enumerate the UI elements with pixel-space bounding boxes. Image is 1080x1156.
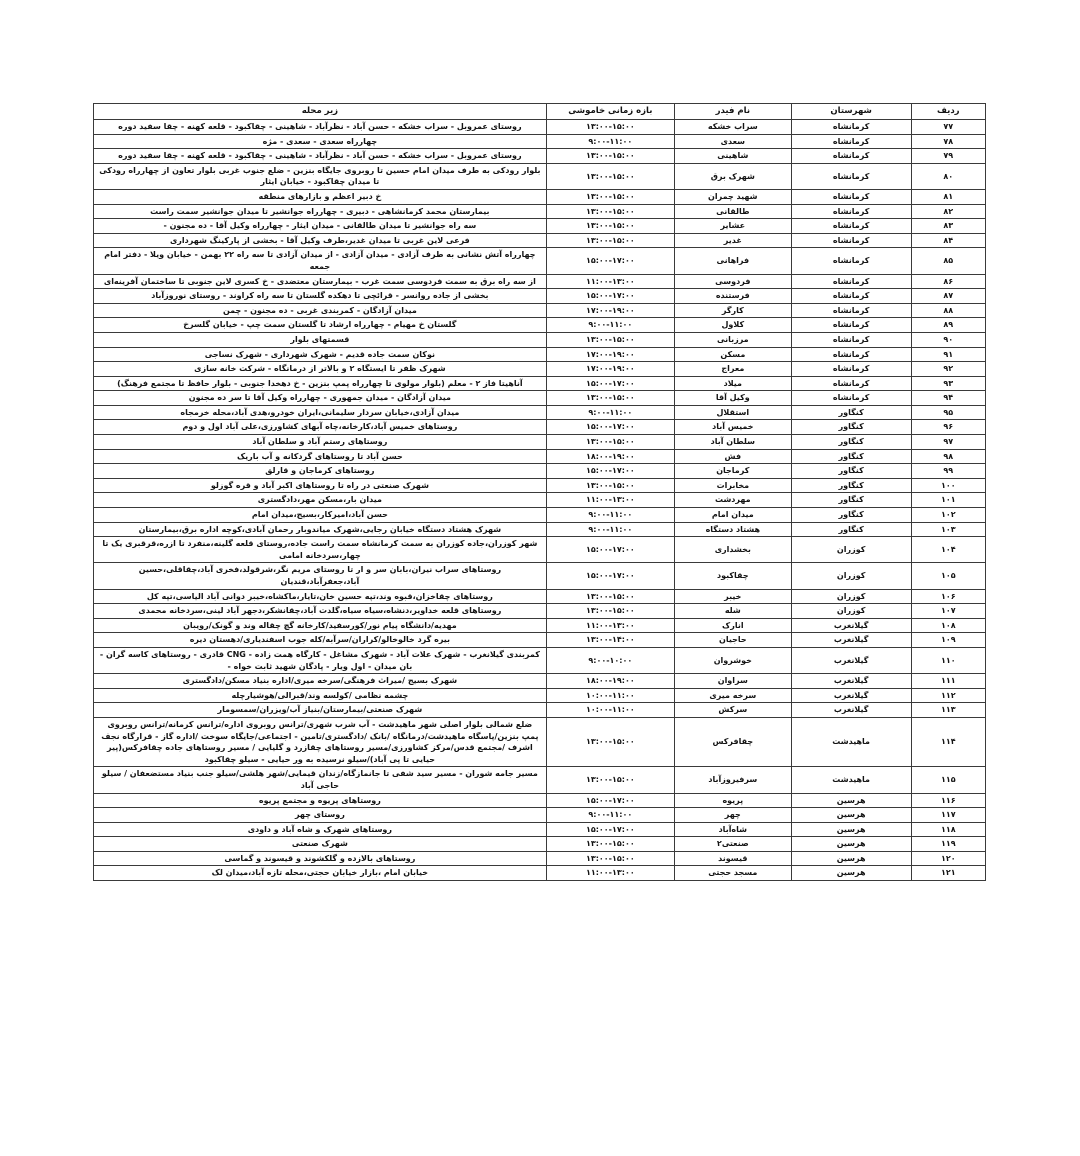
cell-feeder: شهید چمران (674, 189, 791, 204)
cell-row-number: ۷۹ (911, 149, 985, 164)
table-row (94, 435, 986, 450)
cell-sub-area: روستاهای قلعه خداویر،دنشاه،سیاه سیاه،گلدت آباد،چقانشکر،دجهر آباد لینی،سردخانه محمدی (94, 604, 547, 619)
cell-sub-area: حسن آباد،امیرکار،بسیج،میدان امام (94, 508, 547, 523)
table-row (94, 233, 986, 248)
cell-time-range: ۱۳:۰۰-۱۵:۰۰ (546, 604, 674, 619)
cell-county: کرمانشاه (791, 219, 911, 234)
cell-time-range: ۹:۰۰-۱۱:۰۰ (546, 508, 674, 523)
cell-sub-area: مهدیه/دانشگاه پیام نور/کورسفید/کارخانه گچ چقاله وند و گونک/رویبان (94, 618, 547, 633)
cell-row-number: ۸۹ (911, 318, 985, 333)
cell-time-range: ۹:۰۰-۱۱:۰۰ (546, 405, 674, 420)
cell-sub-area: روستاهای خمیس آباد،کارخانه،چاه آبهای کشاورزی،علی آباد اول و دوم (94, 420, 547, 435)
table-row (94, 563, 986, 589)
table-row (94, 248, 986, 274)
cell-sub-area: میدان آزادگان - میدان جمهوری - چهارراه وکیل آقا تا سر ده مجنون (94, 391, 547, 406)
cell-row-number: ۱۰۶ (911, 589, 985, 604)
cell-sub-area: روستاهای چقاخزان،قبوه وند،تپه حسین خان،تایار،ماکشاه،خیبر دوانی آباد الیاسی،تپه کل (94, 589, 547, 604)
cell-feeder: طالقانی (674, 204, 791, 219)
cell-feeder: چقاکبود (674, 563, 791, 589)
table-row (94, 449, 986, 464)
cell-feeder: میلاد (674, 376, 791, 391)
table-row (94, 493, 986, 508)
cell-county: کرمانشاه (791, 289, 911, 304)
cell-row-number: ۹۱ (911, 347, 985, 362)
cell-row-number: ۱۱۲ (911, 688, 985, 703)
cell-row-number: ۱۱۱ (911, 674, 985, 689)
cell-row-number: ۹۶ (911, 420, 985, 435)
cell-time-range: ۱۳:۰۰-۱۵:۰۰ (546, 391, 674, 406)
cell-county: کرمانشاه (791, 391, 911, 406)
table-row (94, 303, 986, 318)
cell-time-range: ۹:۰۰-۱۱:۰۰ (546, 522, 674, 537)
cell-county: کرمانشاه (791, 189, 911, 204)
table-row (94, 837, 986, 852)
table-row (94, 376, 986, 391)
cell-row-number: ۹۸ (911, 449, 985, 464)
cell-feeder: شاهینی (674, 149, 791, 164)
cell-county: کرمانشاه (791, 120, 911, 135)
cell-row-number: ۱۱۸ (911, 822, 985, 837)
cell-time-range: ۱۱:۰۰-۱۳:۰۰ (546, 493, 674, 508)
table-row (94, 633, 986, 648)
cell-feeder: معراج (674, 362, 791, 377)
cell-feeder: فرستنده (674, 289, 791, 304)
table-row (94, 822, 986, 837)
cell-time-range: ۱۳:۰۰-۱۴:۰۰ (546, 633, 674, 648)
cell-county: هرسین (791, 866, 911, 881)
table-row (94, 347, 986, 362)
cell-sub-area: شهرک صنعتی (94, 837, 547, 852)
cell-time-range: ۱۵:۰۰-۱۷:۰۰ (546, 248, 674, 274)
cell-feeder: کارگر (674, 303, 791, 318)
cell-feeder: پریوه (674, 793, 791, 808)
cell-county: کرمانشاه (791, 347, 911, 362)
cell-county: گیلانغرب (791, 688, 911, 703)
table-row (94, 717, 986, 766)
cell-sub-area: بیمارستان محمد کرمانشاهی - دبیری - چهارراه جوانشیر تا میدان جوانشیر سمت راست (94, 204, 547, 219)
cell-row-number: ۸۶ (911, 274, 985, 289)
cell-row-number: ۹۰ (911, 332, 985, 347)
table-row (94, 647, 986, 673)
cell-sub-area: آناهیتا فاز ۲ - معلم (بلوار مولوی تا چهارراه پمپ بنزین - خ دهخدا جنوبی - بلوار حافظ تا مجتمع فرهنگ) (94, 376, 547, 391)
cell-feeder: غدیر (674, 233, 791, 248)
cell-time-range: ۱۳:۰۰-۱۵:۰۰ (546, 837, 674, 852)
cell-sub-area: روستای عمروبل - سراب خشکه - حسن آباد - نظرآباد - شاهینی - چقاکبود - قلعه کهنه - چقا سفید دوره (94, 149, 547, 164)
cell-sub-area: گلستان خ مهیام - چهارراه ارشاد تا گلستان سمت چپ - خیابان گلسرخ (94, 318, 547, 333)
table-row (94, 391, 986, 406)
cell-county: کرمانشاه (791, 318, 911, 333)
cell-row-number: ۸۵ (911, 248, 985, 274)
cell-feeder: سرفیروزآباد (674, 767, 791, 793)
cell-feeder: سلطان آباد (674, 435, 791, 450)
cell-county: هرسین (791, 851, 911, 866)
cell-row-number: ۸۸ (911, 303, 985, 318)
cell-county: کرمانشاه (791, 163, 911, 189)
cell-time-range: ۱۳:۰۰-۱۵:۰۰ (546, 589, 674, 604)
cell-time-range: ۱۵:۰۰-۱۷:۰۰ (546, 376, 674, 391)
cell-sub-area: نوکان سمت جاده قدیم - شهرک شهرداری - شهرک نساجی (94, 347, 547, 362)
cell-time-range: ۱۳:۰۰-۱۵:۰۰ (546, 332, 674, 347)
cell-time-range: ۹:۰۰-۱۱:۰۰ (546, 808, 674, 823)
cell-feeder: سعدی (674, 134, 791, 149)
cell-row-number: ۸۰ (911, 163, 985, 189)
cell-feeder: سراوان (674, 674, 791, 689)
cell-row-number: ۹۳ (911, 376, 985, 391)
cell-sub-area: میدان بار،مسکن مهر،دادگستری (94, 493, 547, 508)
cell-time-range: ۱۵:۰۰-۱۷:۰۰ (546, 420, 674, 435)
cell-sub-area: خ دبیر اعظم و بازارهای منطقه (94, 189, 547, 204)
cell-row-number: ۹۲ (911, 362, 985, 377)
table-row (94, 808, 986, 823)
cell-sub-area: میدان آزادی،خیابان سردار سلیمانی،ایران خودرو،هدی آباد،محله خرمجاه (94, 405, 547, 420)
cell-row-number: ۹۵ (911, 405, 985, 420)
cell-row-number: ۱۰۲ (911, 508, 985, 523)
cell-sub-area: روستای عمروبل - سراب خشکه - حسن آباد - نظرآباد - شاهینی - چقاکبود - قلعه کهنه - چقا سفید دوره (94, 120, 547, 135)
cell-county: کرمانشاه (791, 274, 911, 289)
table-row (94, 120, 986, 135)
table-row (94, 767, 986, 793)
outage-schedule-table (93, 103, 986, 881)
cell-county: کوزران (791, 589, 911, 604)
cell-sub-area: روستای چهر (94, 808, 547, 823)
cell-sub-area: شهرک هشتاد دستگاه خیابان رجایی،شهرک میاندوبار رحمان آبادی،کوچه اداره برق،بیمارستان (94, 522, 547, 537)
cell-sub-area: میدان آزادگان - کمربندی غربی - ده مجنون - چمن (94, 303, 547, 318)
cell-county: هرسین (791, 793, 911, 808)
cell-feeder: فراهانی (674, 248, 791, 274)
cell-county: کرمانشاه (791, 248, 911, 274)
table-body (94, 120, 986, 881)
header-feeder: نام فیدر (674, 104, 791, 120)
cell-row-number: ۱۰۵ (911, 563, 985, 589)
cell-feeder: فردوسی (674, 274, 791, 289)
cell-time-range: ۱۳:۰۰-۱۵:۰۰ (546, 435, 674, 450)
cell-county: ماهیدشت (791, 717, 911, 766)
cell-feeder: خوشروان (674, 647, 791, 673)
cell-county: هرسین (791, 837, 911, 852)
cell-county: کرمانشاه (791, 134, 911, 149)
cell-county: کنگاور (791, 405, 911, 420)
cell-time-range: ۱۱:۰۰-۱۳:۰۰ (546, 274, 674, 289)
cell-time-range: ۱۳:۰۰-۱۵:۰۰ (546, 120, 674, 135)
cell-feeder: سرکش (674, 703, 791, 718)
cell-sub-area: کمربندی گیلانغرب - شهرک علات آباد - شهرک مشاغل - کارگاه همت زاده - CNG قادری - روستاهای کاسه گران - بان میدان - اول ویار - پادگان شهید ثابت خواه - (94, 647, 547, 673)
cell-row-number: ۹۷ (911, 435, 985, 450)
cell-county: کنگاور (791, 449, 911, 464)
cell-feeder: انارک (674, 618, 791, 633)
cell-time-range: ۱۵:۰۰-۱۷:۰۰ (546, 464, 674, 479)
table-row (94, 204, 986, 219)
cell-feeder: چهر (674, 808, 791, 823)
cell-feeder: سرخه میری (674, 688, 791, 703)
cell-row-number: ۱۲۱ (911, 866, 985, 881)
table-row (94, 219, 986, 234)
cell-county: هرسین (791, 808, 911, 823)
table-row (94, 318, 986, 333)
cell-time-range: ۱۳:۰۰-۱۵:۰۰ (546, 204, 674, 219)
cell-feeder: بخشداری (674, 537, 791, 563)
table-row (94, 134, 986, 149)
table-row (94, 289, 986, 304)
cell-time-range: ۱۱:۰۰-۱۳:۰۰ (546, 866, 674, 881)
cell-county: هرسین (791, 822, 911, 837)
cell-time-range: ۱۳:۰۰-۱۵:۰۰ (546, 163, 674, 189)
table-row (94, 420, 986, 435)
cell-sub-area: بیره گرد خالوخالو/کراران/سرآبه/کله جوب اسفندیاری/دهستان دیره (94, 633, 547, 648)
cell-sub-area: خیابان امام ،بازار خیابان حجتی،محله تازه آباد،میدان لک (94, 866, 547, 881)
cell-row-number: ۸۱ (911, 189, 985, 204)
table-row (94, 508, 986, 523)
cell-feeder: حاجیان (674, 633, 791, 648)
table-header-row (94, 104, 986, 120)
table-row (94, 163, 986, 189)
table-row (94, 332, 986, 347)
cell-row-number: ۱۱۹ (911, 837, 985, 852)
cell-row-number: ۱۱۴ (911, 717, 985, 766)
cell-time-range: ۱۷:۰۰-۱۹:۰۰ (546, 362, 674, 377)
cell-time-range: ۹:۰۰-۱۰:۰۰ (546, 647, 674, 673)
cell-feeder: هشتاد دستگاه (674, 522, 791, 537)
table-row (94, 703, 986, 718)
cell-row-number: ۱۱۷ (911, 808, 985, 823)
cell-time-range: ۹:۰۰-۱۱:۰۰ (546, 318, 674, 333)
table-row (94, 522, 986, 537)
table-row (94, 589, 986, 604)
cell-row-number: ۱۰۸ (911, 618, 985, 633)
cell-feeder: قیسوند (674, 851, 791, 866)
cell-feeder: مخابرات (674, 478, 791, 493)
cell-time-range: ۱۳:۰۰-۱۵:۰۰ (546, 219, 674, 234)
cell-row-number: ۱۱۶ (911, 793, 985, 808)
cell-sub-area: شهرک بسیج /میراث فرهنگی/سرخه میری/اداره بنیاد مسکن/دادگستری (94, 674, 547, 689)
cell-time-range: ۱۷:۰۰-۱۹:۰۰ (546, 303, 674, 318)
cell-time-range: ۱۳:۰۰-۱۵:۰۰ (546, 189, 674, 204)
cell-county: کرمانشاه (791, 149, 911, 164)
cell-county: کرمانشاه (791, 204, 911, 219)
cell-county: گیلانغرب (791, 633, 911, 648)
cell-feeder: وکیل آقا (674, 391, 791, 406)
cell-feeder: صنعتی۲ (674, 837, 791, 852)
cell-sub-area: روستاهای رستم آباد و سلطان آباد (94, 435, 547, 450)
table-row (94, 189, 986, 204)
cell-sub-area: چهارراه آتش نشانی به طرف آزادی - میدان آزادی - از میدان آزادی تا سه راه ۲۲ بهمن - خیابان ویلا - دفتر امام جمعه (94, 248, 547, 274)
cell-time-range: ۱۱:۰۰-۱۳:۰۰ (546, 618, 674, 633)
cell-time-range: ۱۰:۰۰-۱۱:۰۰ (546, 703, 674, 718)
cell-feeder: مسکن (674, 347, 791, 362)
table-row (94, 537, 986, 563)
cell-county: ماهیدشت (791, 767, 911, 793)
table-row (94, 688, 986, 703)
cell-row-number: ۱۰۴ (911, 537, 985, 563)
cell-feeder: عشایر (674, 219, 791, 234)
cell-sub-area: شهرک ظفر تا ایستگاه ۲ و بالاتر از درمانگاه - شرکت خانه سازی (94, 362, 547, 377)
cell-sub-area: شهرک صنعتی در راه تا روستاهای اکبر آباد و قره گوزلو (94, 478, 547, 493)
table-row (94, 478, 986, 493)
table-row (94, 149, 986, 164)
cell-time-range: ۱۳:۰۰-۱۵:۰۰ (546, 233, 674, 248)
cell-time-range: ۱۳:۰۰-۱۵:۰۰ (546, 717, 674, 766)
cell-sub-area: چهارراه سعدی - سعدی - مژه (94, 134, 547, 149)
cell-time-range: ۱۷:۰۰-۱۹:۰۰ (546, 347, 674, 362)
header-row-number: ردیف (911, 104, 985, 120)
cell-county: کنگاور (791, 435, 911, 450)
cell-county: کنگاور (791, 493, 911, 508)
cell-feeder: شله (674, 604, 791, 619)
cell-time-range: ۱۳:۰۰-۱۵:۰۰ (546, 851, 674, 866)
cell-sub-area: بخشی از جاده روانسر - قرائچی تا دهکده گلستان تا سه راه کراوند - روستای نوروزآباد (94, 289, 547, 304)
cell-county: کوزران (791, 563, 911, 589)
cell-feeder: خمیس آباد (674, 420, 791, 435)
cell-row-number: ۷۸ (911, 134, 985, 149)
cell-feeder: چقافرکس (674, 717, 791, 766)
table-row (94, 274, 986, 289)
cell-time-range: ۱۵:۰۰-۱۷:۰۰ (546, 793, 674, 808)
cell-row-number: ۱۲۰ (911, 851, 985, 866)
cell-time-range: ۹:۰۰-۱۱:۰۰ (546, 134, 674, 149)
cell-county: کنگاور (791, 522, 911, 537)
cell-county: کوزران (791, 537, 911, 563)
cell-feeder: مسجد حجتی (674, 866, 791, 881)
cell-sub-area: روستاهای پریوه و مجتمع پریوه (94, 793, 547, 808)
table-row (94, 866, 986, 881)
cell-county: کنگاور (791, 420, 911, 435)
cell-county: کوزران (791, 604, 911, 619)
cell-time-range: ۱۵:۰۰-۱۷:۰۰ (546, 822, 674, 837)
cell-sub-area: مسیر جامه شوران - مسیر سید شفی تا جانمازگاه/زندان قیمایی/شهر هلشی/سیلو جنب بنیاد مستضعفان / سیلو حاجی آباد (94, 767, 547, 793)
header-sub-area: زیر محله (94, 104, 547, 120)
table-row (94, 362, 986, 377)
cell-sub-area: فرعی لاین غربی تا میدان غدیر،طرف وکیل آقا - بخشی از پارکینگ شهرداری (94, 233, 547, 248)
cell-feeder: کلاول (674, 318, 791, 333)
cell-sub-area: ضلع شمالی بلوار اصلی شهر ماهیدشت - آب شرب شهری/ترانس روبروی اداره/ترانس کرمانه/ترانس روبروی پمپ بنزین/پاسگاه ماهیدشت/درمانگاه /بانک /دادگستری/تامین - اجتماعی/جایگاه سوخت /اداره گاز - قرارگاه نجف اشرف /مجتمع قدس/مرکز کشاورزی/مسیر روستاهای چقازرد و گلیایی / مسیر روستاهای جاده چقافرکس(پیر حیایی تا پی آباد)/سیلو نرسیده به ور حیایی - سیلو چقاکبود (94, 717, 547, 766)
cell-feeder: مرزبانی (674, 332, 791, 347)
header-time-range: بازه زمانی خاموشی (546, 104, 674, 120)
cell-row-number: ۹۴ (911, 391, 985, 406)
cell-county: کرمانشاه (791, 303, 911, 318)
cell-sub-area: سه راه جوانشیر تا میدان طالقانی - میدان ایثار - چهارراه وکیل آقا - ده مجنون - (94, 219, 547, 234)
cell-row-number: ۱۰۱ (911, 493, 985, 508)
cell-sub-area: روستاهای بالازده و گلکشوند و قیسوند و گماسی (94, 851, 547, 866)
cell-time-range: ۱۸:۰۰-۱۹:۰۰ (546, 449, 674, 464)
cell-sub-area: شهر کوزران،جاده کوزران به سمت کرمانشاه سمت راست جاده،روستای قلعه گلینه،منفرد تا ازره،قرقبری یک تا چهار،سردخانه امامی (94, 537, 547, 563)
cell-time-range: ۱۵:۰۰-۱۷:۰۰ (546, 537, 674, 563)
cell-feeder: کرماجان (674, 464, 791, 479)
table-row (94, 405, 986, 420)
cell-row-number: ۸۲ (911, 204, 985, 219)
cell-sub-area: حسن آباد تا روستاهای گردکانه و آب باریک (94, 449, 547, 464)
cell-county: کنگاور (791, 478, 911, 493)
cell-row-number: ۷۷ (911, 120, 985, 135)
cell-row-number: ۱۰۹ (911, 633, 985, 648)
cell-row-number: ۱۱۰ (911, 647, 985, 673)
cell-sub-area: قسمتهای بلوار (94, 332, 547, 347)
cell-row-number: ۸۳ (911, 219, 985, 234)
cell-time-range: ۱۳:۰۰-۱۵:۰۰ (546, 767, 674, 793)
table-row (94, 618, 986, 633)
cell-feeder: شهرک برق (674, 163, 791, 189)
cell-row-number: ۱۰۳ (911, 522, 985, 537)
cell-feeder: مهردشت (674, 493, 791, 508)
cell-county: گیلانغرب (791, 618, 911, 633)
cell-county: کنگاور (791, 464, 911, 479)
cell-row-number: ۱۱۳ (911, 703, 985, 718)
cell-county: کرمانشاه (791, 362, 911, 377)
cell-feeder: شاه‌آباد (674, 822, 791, 837)
cell-county: گیلانغرب (791, 647, 911, 673)
cell-sub-area: شهرک صنعتی/بیمارستان/بنیاز آب/ویزران/سمسومار (94, 703, 547, 718)
cell-time-range: ۱۰:۰۰-۱۱:۰۰ (546, 688, 674, 703)
cell-county: کرمانشاه (791, 233, 911, 248)
table-row (94, 604, 986, 619)
cell-time-range: ۱۵:۰۰-۱۷:۰۰ (546, 563, 674, 589)
cell-county: کرمانشاه (791, 376, 911, 391)
cell-county: کرمانشاه (791, 332, 911, 347)
cell-county: کنگاور (791, 508, 911, 523)
header-county: شهرستان (791, 104, 911, 120)
cell-sub-area: بلوار رودکی به طرف میدان امام حسین تا روبروی جایگاه بنزین - ضلع جنوب غربی بلوار تعاون از چهارراه رودکی تا میدان چقاکبود - خیابان ایثار (94, 163, 547, 189)
cell-row-number: ۱۱۵ (911, 767, 985, 793)
cell-time-range: ۱۳:۰۰-۱۵:۰۰ (546, 478, 674, 493)
cell-time-range: ۱۸:۰۰-۱۹:۰۰ (546, 674, 674, 689)
cell-row-number: ۹۹ (911, 464, 985, 479)
cell-county: گیلانغرب (791, 674, 911, 689)
cell-sub-area: روستاهای کرماجان و قارلق (94, 464, 547, 479)
cell-county: گیلانغرب (791, 703, 911, 718)
cell-feeder: سراب خشکه (674, 120, 791, 135)
cell-time-range: ۱۳:۰۰-۱۵:۰۰ (546, 149, 674, 164)
cell-feeder: فش (674, 449, 791, 464)
cell-time-range: ۱۵:۰۰-۱۷:۰۰ (546, 289, 674, 304)
cell-sub-area: روستاهای سراب نیران،بابان سر و ار تا روستای مریم نگر،شرقولد،فخری آباد،چقاقلی،حسین آباد،جعفرآباد،قندیان (94, 563, 547, 589)
table-row (94, 851, 986, 866)
cell-row-number: ۸۴ (911, 233, 985, 248)
table-row (94, 793, 986, 808)
cell-feeder: خیبر (674, 589, 791, 604)
cell-row-number: ۱۰۰ (911, 478, 985, 493)
cell-feeder: میدان امام (674, 508, 791, 523)
cell-feeder: استقلال (674, 405, 791, 420)
cell-sub-area: روستاهای شهرک و شاه آباد و داودی (94, 822, 547, 837)
cell-sub-area: از سه راه برق به سمت فردوسی سمت غرب - بیمارستان معتضدی - خ کسری لاین جنوبی تا ساختمان آفرینه‌ای (94, 274, 547, 289)
cell-row-number: ۱۰۷ (911, 604, 985, 619)
table-row (94, 464, 986, 479)
cell-sub-area: چشمه نظامی /کولسه وند/قبرالی/هوشیارچله (94, 688, 547, 703)
cell-row-number: ۸۷ (911, 289, 985, 304)
table-row (94, 674, 986, 689)
